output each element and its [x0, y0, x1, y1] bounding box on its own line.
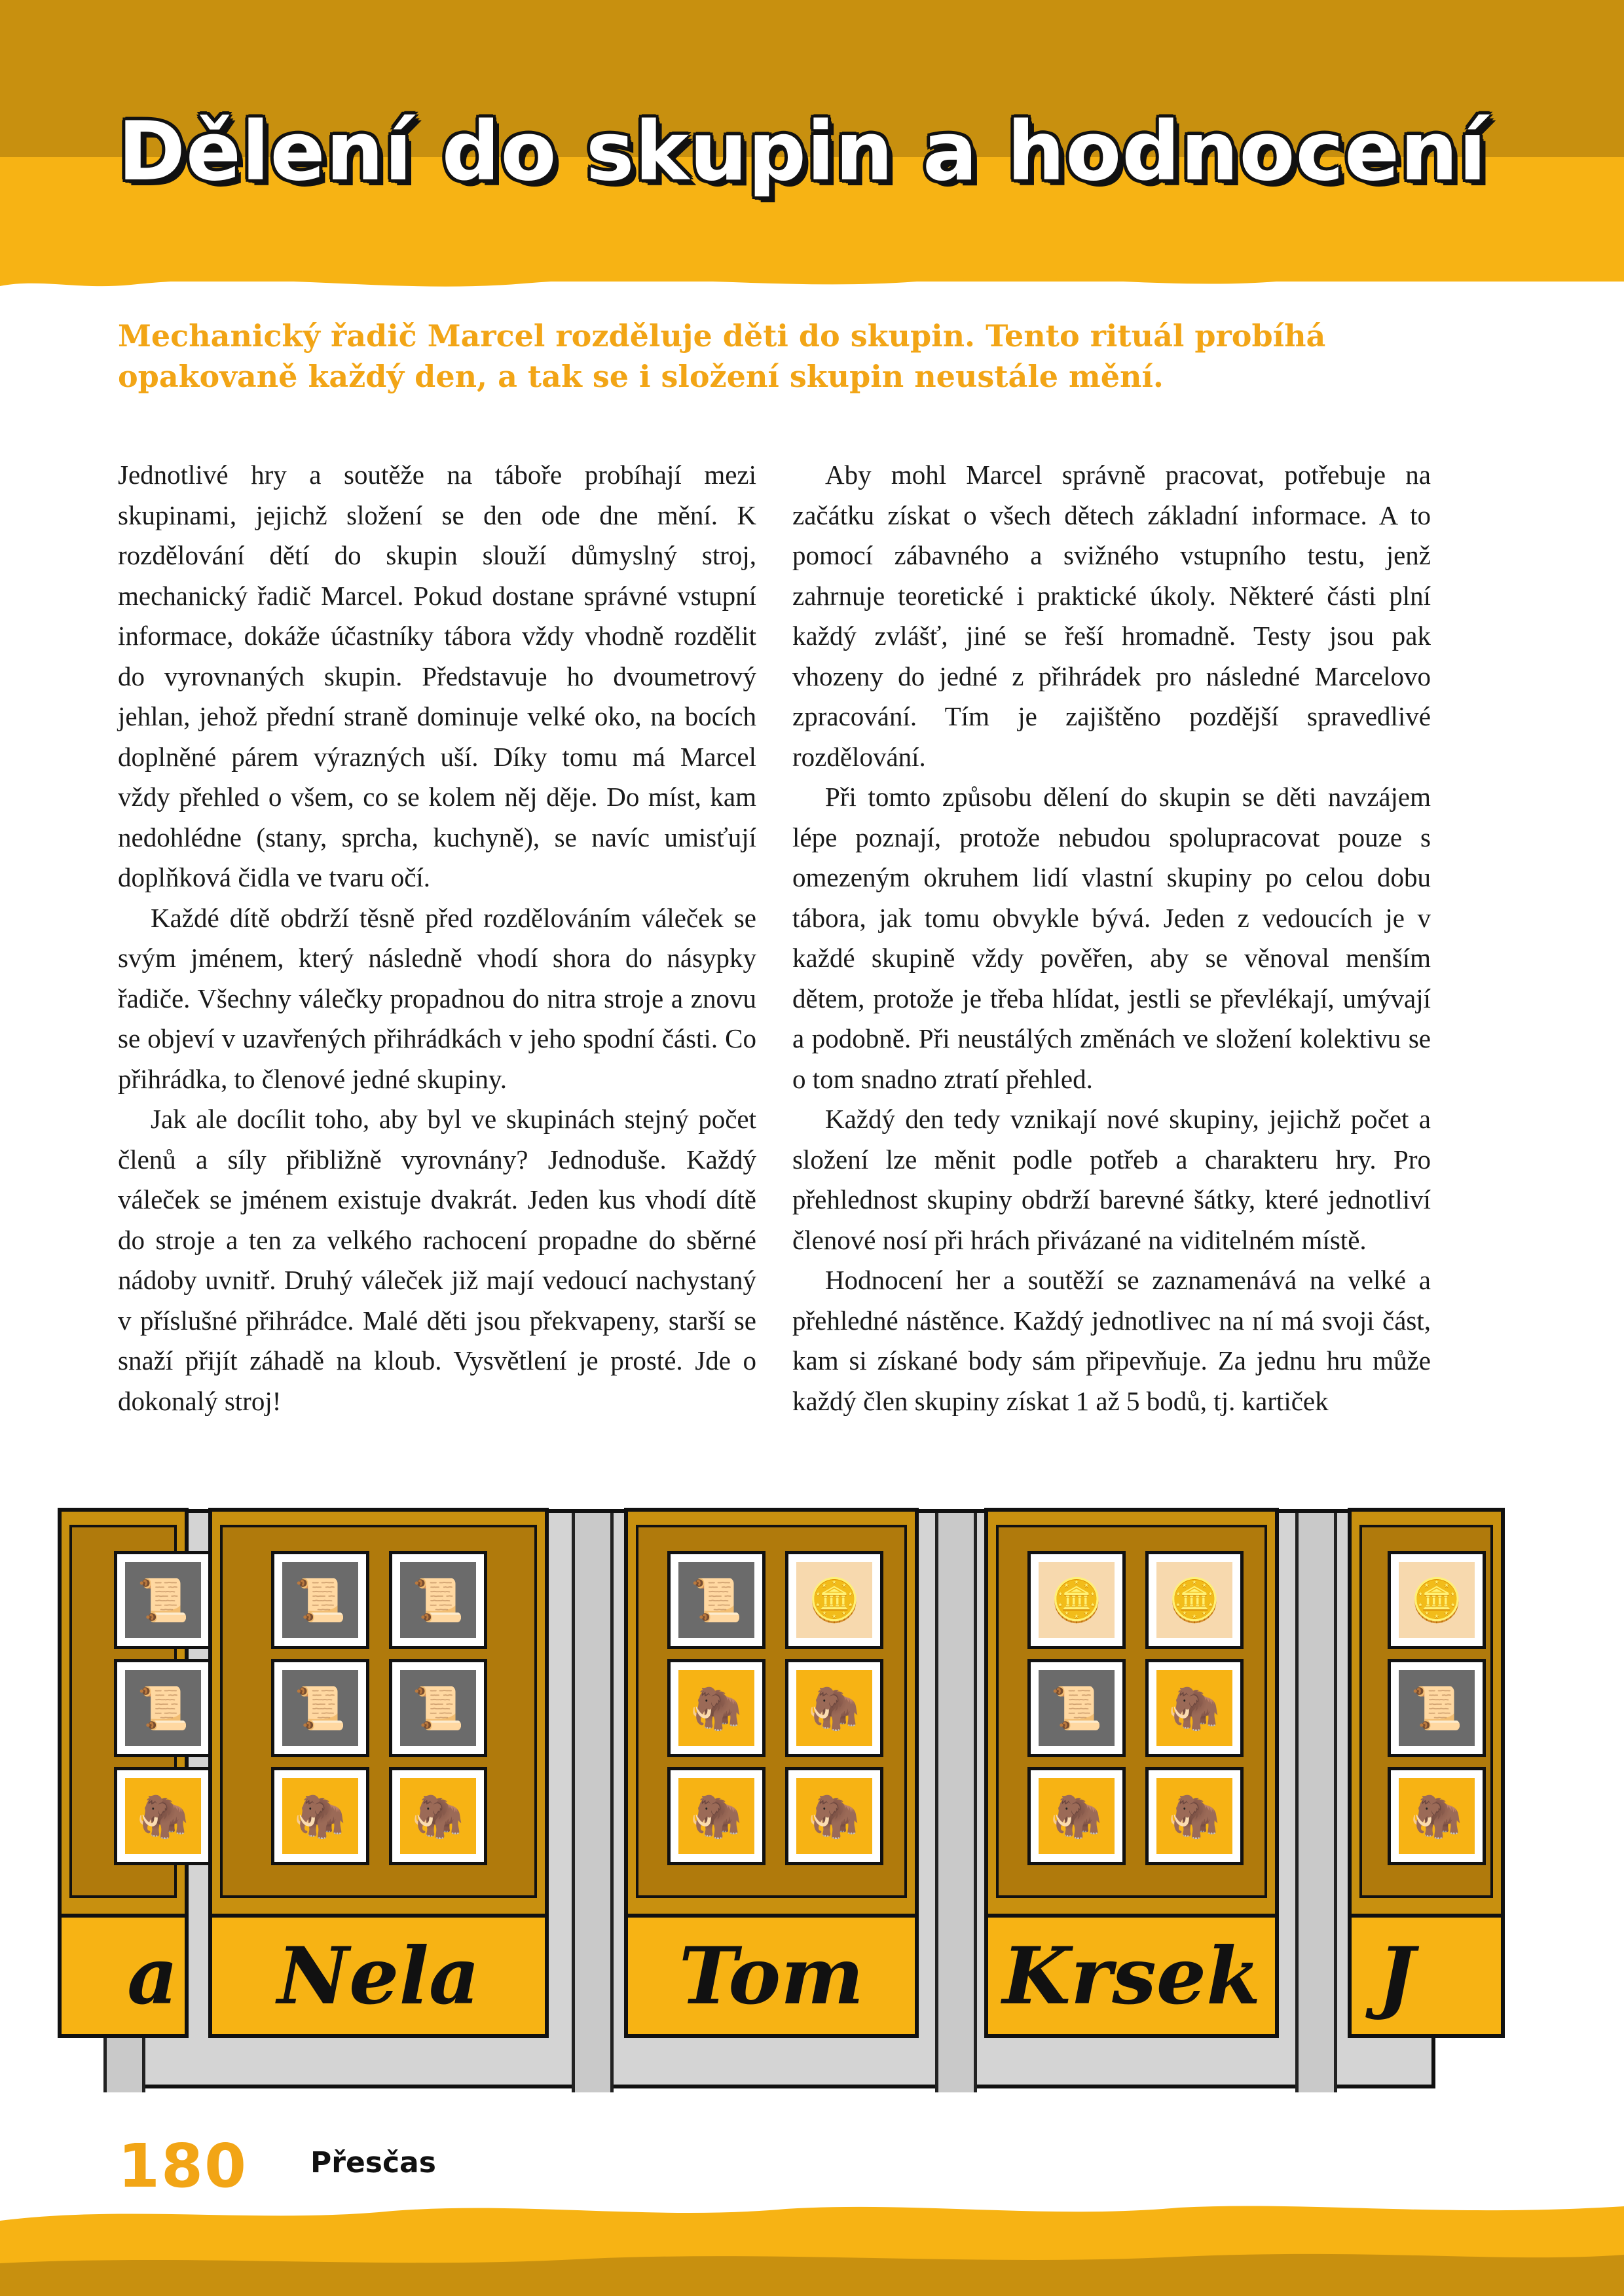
- score-card: [667, 1551, 766, 1649]
- nameplate-label: a: [127, 1929, 178, 2022]
- mammoth-icon: 🦣: [808, 1792, 860, 1841]
- illustration-scoreboard: [119, 1509, 1463, 2088]
- coin-icon: 🪙: [808, 1576, 860, 1625]
- score-cabinet-krsek: [984, 1508, 1279, 2038]
- score-card: [389, 1659, 487, 1757]
- score-cabinet-partial: [58, 1508, 189, 2038]
- scroll-icon: 📜: [412, 1576, 464, 1625]
- page-number: 180: [118, 2131, 248, 2201]
- score-card: [114, 1659, 212, 1757]
- scroll-icon: 📜: [294, 1684, 346, 1733]
- nameplate: [1348, 1914, 1505, 2038]
- nameplate-label: J: [1378, 1929, 1415, 2022]
- nameplate-label: Tom: [678, 1929, 864, 2022]
- paragraph: Jednotlivé hry a soutěže na táboře probíhají mezi skupinami, jejichž složení se den ode dne mění. K rozdělování dětí do skupin slouží důmyslný stroj, mechanický řadič Marcel. Pokud dostane správné vstupní informace, dokáže účastníky tábora vždy vhodně rozdělit do vyrovnaných skupin. Představuje ho dvoumetrový jehlan, jehož přední straně dominuje velké oko, na bocích doplněné párem výrazných uší. Díky tomu má Marcel vždy přehled o všem, co se kolem něj děje. Do míst, kam nedohlédne (stany, sprcha, kuchyně), se navíc umisťují doplňková čidla ve tvaru očí.: [118, 460, 756, 892]
- nameplate: [624, 1914, 919, 2038]
- score-card: [1027, 1659, 1126, 1757]
- score-card: [114, 1767, 212, 1865]
- scroll-icon: 📜: [1411, 1684, 1463, 1733]
- score-card: [785, 1767, 883, 1865]
- score-card: [1388, 1659, 1486, 1757]
- header-brush-edge: [0, 259, 1624, 298]
- scroll-icon: 📜: [412, 1684, 464, 1733]
- text-column-right: [792, 455, 1431, 1421]
- score-card: [114, 1551, 212, 1649]
- score-card: [667, 1659, 766, 1757]
- score-cabinet-nela: [208, 1508, 549, 2038]
- score-card: [1027, 1767, 1126, 1865]
- running-footer: Přesčas: [310, 2146, 436, 2179]
- paragraph: Aby mohl Marcel správně pracovat, potřebuje na začátku získat o všech dětech základní informace. A to pomocí zábavného a svižného vstupního testu, jenž zahrnuje teoretické i praktické úkoly. Některé části plní každý zvlášť, jiné se řeší hromadně. Testy jsou pak vhozeny do jedné z přihrádek pro následné Marcelovo zpracování. Tím je zajištěno pozdější spravedlivé rozdělování.: [792, 460, 1431, 772]
- wall-pillar: [572, 1513, 614, 2092]
- paragraph: Hodnocení her a soutěží se zaznamenává na velké a přehledné nástěnce. Každý jednotlivec na ní má svoji část, kam si získané body sám připevňuje. Za jednu hru může každý člen skupiny získat 1 až 5 bodů, tj. kartiček: [792, 1265, 1431, 1416]
- mammoth-icon: 🦣: [1168, 1684, 1221, 1733]
- scroll-icon: 📜: [137, 1576, 189, 1625]
- score-card: [271, 1659, 369, 1757]
- nameplate-label: Nela: [277, 1929, 480, 2022]
- footer-brush-band: [0, 2201, 1624, 2296]
- nameplate-label: Krsek: [1002, 1929, 1261, 2022]
- score-card: [1145, 1551, 1244, 1649]
- mammoth-icon: 🦣: [412, 1792, 464, 1841]
- scroll-icon: 📜: [690, 1576, 743, 1625]
- nameplate: [58, 1914, 189, 2038]
- score-card: [271, 1551, 369, 1649]
- coin-icon: 🪙: [1050, 1576, 1103, 1625]
- mammoth-icon: 🦣: [690, 1792, 743, 1841]
- score-card: [1388, 1551, 1486, 1649]
- paragraph: Každý den tedy vznikají nové skupiny, jejichž počet a složení lze měnit podle potřeb a charakteru hry. Pro přehlednost skupiny obdrží barevné šátky, které jednotliví členové nosí při hrách přivázané na viditelném místě.: [792, 1104, 1431, 1255]
- mammoth-icon: 🦣: [1411, 1792, 1463, 1841]
- score-card: [1027, 1551, 1126, 1649]
- paragraph: Jak ale docílit toho, aby byl ve skupinách stejný počet členů a síly přibližně vyrovnány? Jednoduše. Každý váleček se jménem existuje dvakrát. Jeden kus vhodí dítě do stroje a ten za velkého rachocení propadne do sběrné nádoby uvnitř. Druhý váleček již mají vedoucí nachystaný v příslušné přihrádce. Malé děti jsou překvapeny, starší se snaží přijít záhadě na kloub. Vysvětlení je prosté. Jde o dokonalý stroj!: [118, 1104, 756, 1416]
- mammoth-icon: 🦣: [137, 1792, 189, 1841]
- score-cabinet-tom: [624, 1508, 919, 2038]
- mammoth-icon: 🦣: [808, 1684, 860, 1733]
- text-column-left: [118, 455, 756, 1421]
- score-card: [389, 1767, 487, 1865]
- nameplate: [984, 1914, 1279, 2038]
- score-card: [389, 1551, 487, 1649]
- coin-icon: 🪙: [1411, 1576, 1463, 1625]
- mammoth-icon: 🦣: [1050, 1792, 1103, 1841]
- mammoth-icon: 🦣: [690, 1684, 743, 1733]
- score-card: [1145, 1767, 1244, 1865]
- mammoth-icon: 🦣: [1168, 1792, 1221, 1841]
- score-card: [1145, 1659, 1244, 1757]
- wall-pillar: [1295, 1513, 1337, 2092]
- lead-paragraph: Mechanický řadič Marcel rozděluje děti do skupin. Tento rituál probíhá opakovaně každý den, a tak se i složení skupin neustále mění.: [118, 318, 1326, 394]
- scroll-icon: 📜: [1050, 1684, 1103, 1733]
- nameplate: [208, 1914, 549, 2038]
- wall-pillar: [935, 1513, 977, 2092]
- paragraph: Každé dítě obdrží těsně před rozdělováním váleček se svým jménem, který následně vhodí shora do násypky řadiče. Všechny válečky propadnou do nitra stroje a znovu se objeví v uzavřených přihrádkách v jeho spodní části. Co přihrádka, to členové jedné skupiny.: [118, 902, 756, 1094]
- score-cabinet-partial: [1348, 1508, 1505, 2038]
- score-card: [785, 1659, 883, 1757]
- score-card: [667, 1767, 766, 1865]
- scroll-icon: 📜: [137, 1684, 189, 1733]
- scroll-icon: 📜: [294, 1576, 346, 1625]
- score-card: [1388, 1767, 1486, 1865]
- paragraph: Při tomto způsobu dělení do skupin se děti navzájem lépe poznají, protože nebudou spolupracovat pouze s omezeným okruhem lidí vlastní skupiny po celou dobu tábora, jak tomu obvykle bývá. Jeden z vedoucích je v každé skupině vždy pověřen, aby se věnoval menším dětem, protože je třeba hlídat, jestli se převlékají, umývají a podobně. Při neustálých změnách ve složení kolektivu se o tom snadno ztratí přehled.: [792, 782, 1431, 1094]
- mammoth-icon: 🦣: [294, 1792, 346, 1841]
- page-title: Dělení do skupin a hodnocení: [118, 105, 1487, 199]
- score-card: [785, 1551, 883, 1649]
- coin-icon: 🪙: [1168, 1576, 1221, 1625]
- score-card: [271, 1767, 369, 1865]
